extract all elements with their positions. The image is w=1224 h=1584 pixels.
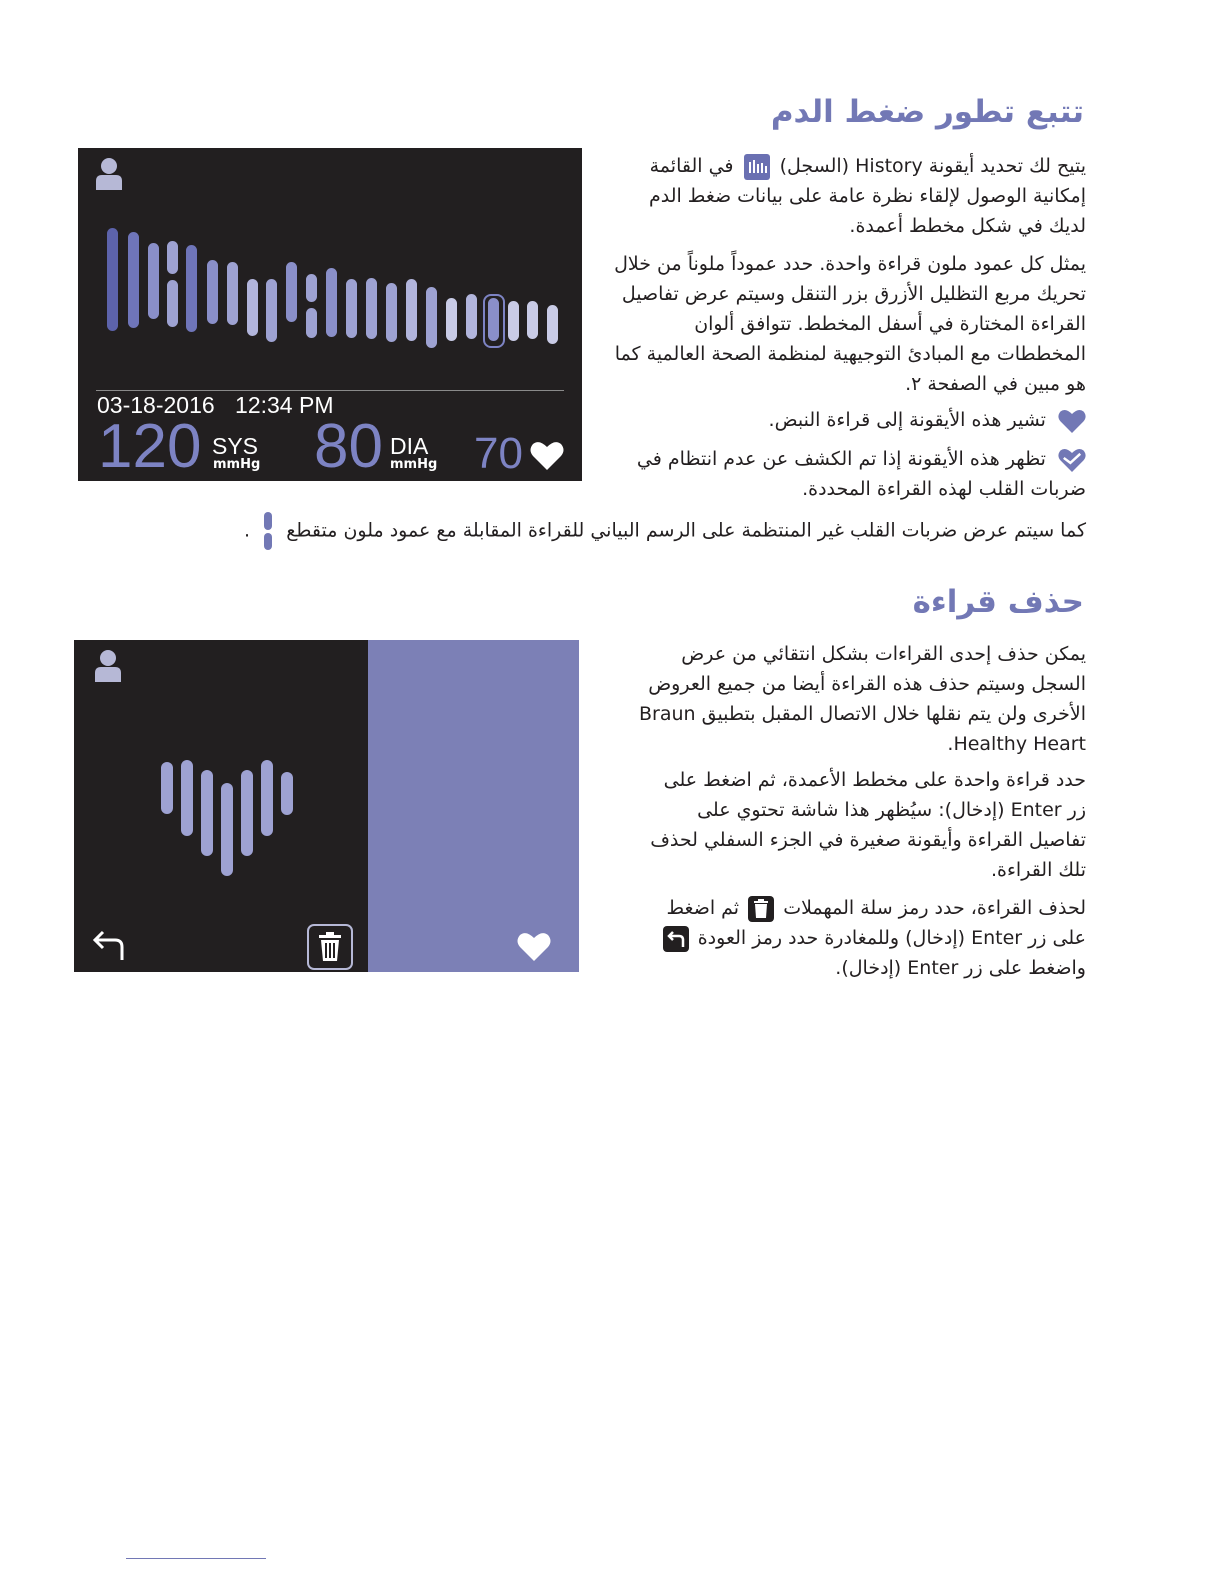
heart-icon <box>517 931 551 962</box>
reading-bar[interactable] <box>266 279 277 342</box>
pulse-note: تشير هذه الأيقونة إلى قراءة النبض. <box>626 405 1086 435</box>
reading-bar[interactable] <box>227 262 238 325</box>
reading-bar[interactable] <box>186 245 197 332</box>
heart-icon <box>530 440 564 471</box>
dashed-bar-icon <box>264 512 272 550</box>
selection-highlight <box>483 294 505 348</box>
reading-bar[interactable] <box>148 243 159 319</box>
back-icon[interactable] <box>91 928 125 962</box>
history-description: يمثل كل عمود ملون قراءة واحدة. حدد عموداً ملوناً من خلال تحريك مربع التظليل الأزرق بزر التنقل وسيتم عرض تفاصيل القراءة المختارة في أسفل المخطط. تتوافق ألوان المخططات مع المبادئ التوجيهية لمنظمة الصحة العالمية كما هو مبين في الصفحة ٢. <box>614 253 1086 395</box>
trash-icon <box>317 932 343 962</box>
reading-date: 03-18-2016 <box>97 392 215 418</box>
section-title-delete: حذف قراءة <box>912 584 1084 620</box>
reading-bar-dashed[interactable] <box>306 274 317 302</box>
history-screen <box>78 148 582 481</box>
section-title-history: تتبع تطور ضغط الدم <box>770 94 1084 130</box>
history-chart-icon <box>744 154 770 180</box>
reading-bar[interactable] <box>286 262 297 322</box>
reading-bar[interactable] <box>128 232 139 328</box>
reading-bar[interactable] <box>466 294 477 339</box>
chart-divider <box>96 390 564 391</box>
reading-bar[interactable] <box>326 268 337 337</box>
sys-value: 120 <box>98 412 202 481</box>
irregular-note: تظهر هذه الأيقونة إذا تم الكشف عن عدم انتظام في ضربات القلب لهذه القراءة المحددة. <box>636 448 1086 500</box>
sys-unit: mmHg <box>213 457 261 472</box>
sys-label: SYS <box>212 433 259 459</box>
reading-bar[interactable] <box>547 305 558 344</box>
delete-instructions: لحذف القراءة، حدد رمز سلة المهملات ثم اضغط على زر Enter (إدخال) وللمغادرة حدد رمز العودة واضغط على زر Enter (إدخال). <box>656 893 1086 983</box>
reading-bar-dashed[interactable] <box>306 308 317 338</box>
reading-bar-dashed[interactable] <box>167 241 178 274</box>
back-icon <box>663 926 689 952</box>
reading-time: 12:34 PM <box>235 392 334 418</box>
reading-bar[interactable] <box>207 260 218 324</box>
trash-button[interactable] <box>307 924 353 970</box>
delete-screen <box>74 640 579 972</box>
heart-icon <box>1058 408 1086 434</box>
delete-intro: يمكن حذف إحدى القراءات بشكل انتقائي من عرض السجل وسيتم حذف هذه القراءة أيضا من جميع العروض الأخرى ولن يتم نقلها خلال الاتصال المقبل بتطبيق Braun Healthy Heart. <box>638 643 1086 755</box>
reading-bar-dashed[interactable] <box>167 280 178 327</box>
user-icon <box>94 649 122 683</box>
dia-value: 80 <box>314 412 383 481</box>
reading-bar[interactable] <box>426 287 437 348</box>
user-icon <box>95 157 123 191</box>
history-intro: يتيح لك تحديد أيقونة History (السجل) في القائمة إمكانية الوصول لإلقاء نظرة عامة على بيانات ضغط الدم لديك في شكل مخطط أعمدة. <box>648 155 1086 237</box>
irregular-heartbeat-icon <box>1058 447 1086 473</box>
reading-bar[interactable] <box>386 283 397 342</box>
reading-bar[interactable] <box>508 301 519 341</box>
reading-bar[interactable] <box>446 298 457 341</box>
reading-bar[interactable] <box>346 279 357 338</box>
footer-rule <box>126 1558 266 1559</box>
reading-bar[interactable] <box>107 228 118 331</box>
reading-bar[interactable] <box>527 301 538 339</box>
trash-icon <box>748 896 774 922</box>
reading-bar[interactable] <box>366 278 377 339</box>
pulse-value: 70 <box>474 429 523 478</box>
dia-unit: mmHg <box>390 457 438 472</box>
reading-bar[interactable] <box>247 279 258 336</box>
reading-detail-panel <box>368 640 579 972</box>
dia-label: DIA <box>390 433 429 459</box>
reading-bar[interactable] <box>406 279 417 341</box>
dashed-bar-note: كما سيتم عرض ضربات القلب غير المنتظمة على الرسم البياني للقراءة المقابلة مع عمود ملون متقطع . <box>226 512 1086 550</box>
delete-steps: حدد قراءة واحدة على مخطط الأعمدة، ثم اضغط على زر Enter (إدخال): سيُظهر هذا شاشة تحتوي على تفاصيل القراءة وأيقونة صغيرة في الجزء السفلي لحذف تلك القراءة. <box>650 769 1086 881</box>
